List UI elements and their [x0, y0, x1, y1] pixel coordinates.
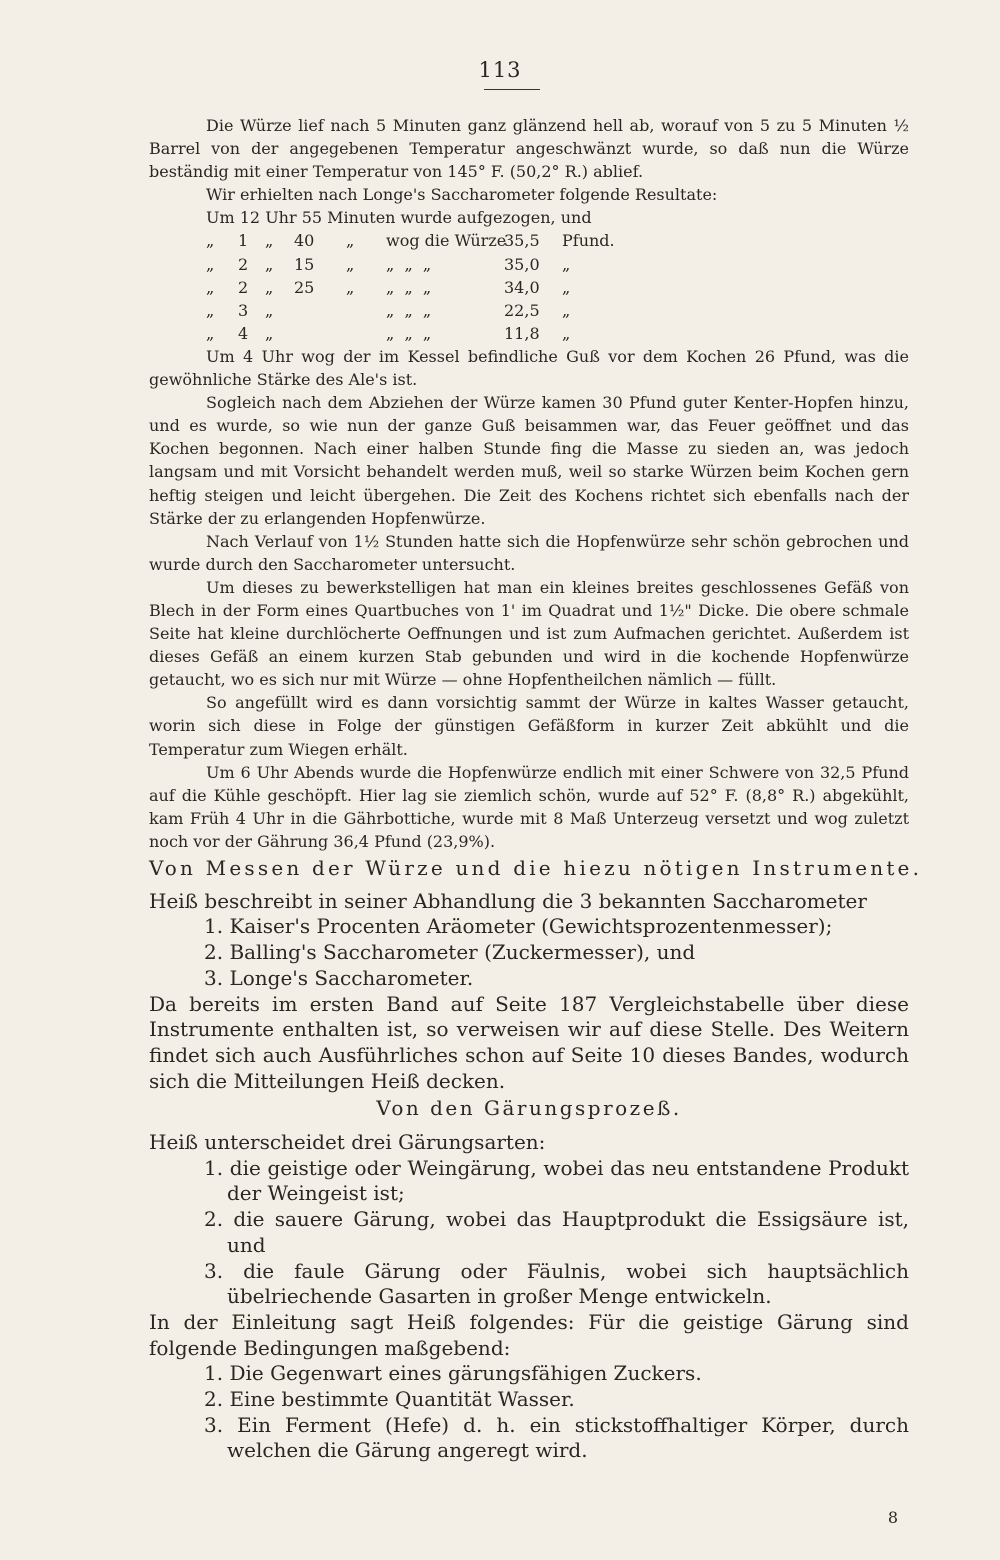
measurement-row: „ 3 „ „ „ „ 22,5 „	[206, 300, 571, 320]
paragraph-start-time: Um 12 Uhr 55 Minuten wurde aufgezogen, und	[206, 208, 592, 228]
measurement-row: „ 4 „ „ „ „ 11,8 „	[206, 323, 571, 343]
brewing-log-section	[149, 114, 909, 853]
paragraph-fermentation-start: Um 6 Uhr Abends wurde die Hopfenwürze endlich mit einer Schwere von 32,5 Pfund auf die Kühle geschöpft. Hier lag sie ziemlich schön, wurde auf 52° F. (8,8° R.) abgekühlt, kam Früh 4 Uhr in die Gährbottiche, wurde mit 8 Maß Unterzeug versetzt und wog zuletzt noch vor der Gährung 36,4 Pfund (23,9%).	[149, 762, 909, 851]
paragraph-kettle: Um 4 Uhr wog der im Kessel befindliche Guß vor dem Kochen 26 Pfund, was die gewöhnliche Stärke des Ale's ist.	[149, 346, 909, 390]
paragraph-results-intro: Wir erhielten nach Longe's Saccharometer folgende Resultate:	[206, 185, 718, 205]
paragraph-conditions-intro: In der Einleitung sagt Heiß folgendes: Für die geistige Gärung sind folgende Bedingungen maßgebend:	[149, 1309, 909, 1360]
paragraph-vessel: Um dieses zu bewerkstelligen hat man ein kleines breites geschlossenes Gefäß von Blech in der Form eines Quartbuches von 1' im Quadrat und 1½" Dicke. Die obere schmale Seite hat kleine durchlöcherte Oeffnungen und ist zum Aufmachen gerichtet. Außerdem ist dieses Gefäß an einem kurzen Stab gebunden und wird in die kochende Hopfenwürze getaucht, wo es sich nur mit Würze — ohne Hopfentheilchen nämlich — füllt.	[149, 577, 909, 690]
main-text	[149, 856, 923, 1464]
paragraph-reference: Da bereits im ersten Band auf Seite 187 Vergleichstabelle über diese Instrumente enthalten ist, so verweisen wir auf diese Stelle. Des Weitern findet sich auch Ausführliches schon auf Seite 10 dieses Bandes, wodurch sich die Mitteilungen Heiß decken.	[149, 991, 909, 1093]
paragraph-break: Nach Verlauf von 1½ Stunden hatte sich die Hopfenwürze sehr schön gebrochen und wurde durch den Saccharometer untersucht.	[149, 531, 909, 574]
paragraph-fermentation-types: Heiß unterscheidet drei Gärungsarten:	[149, 1130, 546, 1155]
list-item: 2. die sauere Gärung, wobei das Hauptprodukt die Essigsäure ist, und	[204, 1207, 909, 1257]
paragraph-hops: Sogleich nach dem Abziehen der Würze kamen 30 Pfund guter Kenter-Hopfen hinzu, und es wurde, so wie nun der ganze Guß beisammen war, das Feuer geöffnet und das Kochen begonnen. Nach einer halben Stunde fing die Masse zu sieden an, was jedoch langsam und mit Vorsicht behandelt werden muß, weil so starke Würzen beim Kochen gern heftig steigen und leicht übergehen. Die Zeit des Kochens richtet sich ebenfalls nach der Stärke der zu erlangenden Hopfenwürze.	[149, 393, 909, 528]
list-item: 2. Balling's Saccharometer (Zuckermesser), und	[204, 940, 696, 965]
paragraph-saccharometer-intro: Heiß beschreibt in seiner Abhandlung die 3 bekannten Saccharometer	[149, 888, 867, 913]
paragraph-cooling: So angefüllt wird es dann vorsichtig sammt der Würze in kaltes Wasser getaucht, worin sich diese in Folge der günstigen Gefäßform in kurzer Zeit abkühlt und die Temperatur zum Wiegen erhält.	[149, 693, 909, 759]
list-item: 3. Longe's Saccharometer.	[204, 965, 474, 990]
measurement-row: „ 2 „ 15 „ „ „ „ 35,0 „	[206, 254, 571, 274]
list-item: 1. Kaiser's Procenten Aräometer (Gewichtsprozentenmesser);	[204, 914, 833, 939]
list-item: 3. Ein Ferment (Hefe) d. h. ein stickstoffhaltiger Körper, durch welchen die Gärung angeregt wird.	[204, 1412, 909, 1463]
measurement-table	[149, 229, 909, 344]
measurement-row: „ 1 „ 40 „ wog die Würze 35,5 Pfund.	[206, 231, 615, 251]
header-rule	[484, 89, 540, 90]
page-number-bottom: 8	[887, 1508, 898, 1527]
section-heading-instruments: Von Messen der Würze und die hiezu nötigen Instrumente.	[149, 856, 923, 880]
page-number-top: 113	[478, 58, 522, 82]
paragraph-wort-flow: Die Würze lief nach 5 Minuten ganz glänzend hell ab, worauf von 5 zu 5 Minuten ½ Barrel von der angegebenen Temperatur angeschwänzt wurde, so daß nun die Würze beständig mit einer Temperatur von 145° F. (50,2° R.) ablief.	[149, 116, 909, 182]
list-item: 2. Eine bestimmte Quantität Wasser.	[204, 1387, 575, 1412]
measurement-row: „ 2 „ 25 „ „ „ „ 34,0 „	[206, 277, 571, 297]
list-item: 1. Die Gegenwart eines gärungsfähigen Zuckers.	[204, 1361, 702, 1386]
list-item: 1. die geistige oder Weingärung, wobei das neu entstandene Produkt der Weingeist ist;	[204, 1155, 909, 1206]
section-heading-fermentation: Von den Gärungsprozeß.	[376, 1096, 682, 1121]
list-item: 3. die faule Gärung oder Fäulnis, wobei sich hauptsächlich übelriechende Gasarten in großer Menge entwickeln.	[204, 1258, 909, 1309]
